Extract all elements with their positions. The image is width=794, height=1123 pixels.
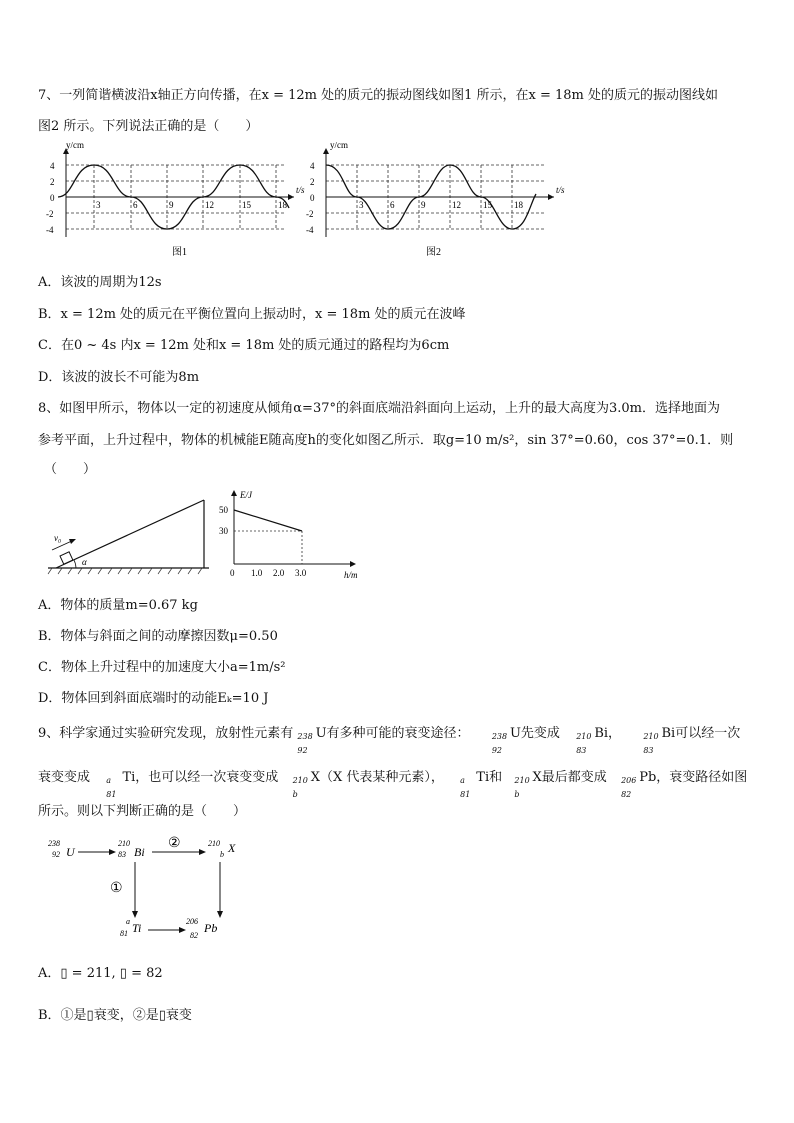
q8-option-b: B．物体与斜面之间的动摩擦因数μ=0.50 [38,629,278,644]
q7-option-d: D．该波的波长不可能为8m [38,370,200,385]
q9-u-mass: 238 [297,732,313,741]
q7-fig2-ytick-2: 2 [310,177,315,187]
q9-bi-charge: 83 [576,746,587,755]
q8-option-d: D．物体回到斜面底端时的动能Eₖ=10 J [38,691,269,706]
q7-fig1-xtick-15: 15 [242,200,251,210]
q9-ti-charge: 81 [106,790,117,799]
q7-fig2-xtick-3: 3 [359,200,364,210]
q9-x-charge-b: b [514,790,520,799]
q8-velocity-label: v₀ [54,533,62,543]
q8-graph-ylabel: E/J [240,490,252,500]
q7-fig1-xtick-6: 6 [133,200,138,210]
q7-fig1-ytick-4: 4 [50,161,55,171]
q9-diag-pb-symbol: Pb [204,921,218,935]
q8-stem-line1: 8、如图甲所示，物体以一定的初速度从倾角α=37°的斜面底端沿斜面向上运动，上升的最大高度为3.0m．选择地面为 [38,401,720,416]
q7-option-a: A．该波的周期为12s [38,275,162,290]
q7-fig1-xtick-12: 12 [205,200,214,210]
q9-x-charge: b [292,790,298,799]
q9-u-charge: 92 [297,746,308,755]
q8-graph-xlabel: h/m [344,570,358,580]
q9-bi-mass-b: 210 [643,732,659,741]
q7-fig2-xtick-12: 12 [452,200,461,210]
q8-option-a: A．物体的质量m=0.67 kg [38,598,198,613]
q7-fig1-ytick-2: 2 [50,177,55,187]
q9-stem1-c: U先变成 [509,726,560,741]
q7-fig2-xtick-15: 15 [483,200,492,210]
q7-fig2-ytick-0: 0 [310,193,315,203]
q7-option-b: B．x = 12m 处的质元在平衡位置向上振动时，x = 18m 处的质元在波峰 [38,307,466,322]
q9-ti-mass: a [106,776,112,785]
q9-stem1-d: Bi， [594,726,622,741]
q7-fig1-xtick-9: 9 [169,200,174,210]
q8-graph-xtick-2: 2.0 [273,568,285,578]
q7-fig2-xtick-6: 6 [390,200,395,210]
q7-fig2-xtick-18: 18 [514,200,523,210]
q9-diag-bi-symbol: Bi [134,845,145,859]
q9-stem1-b: U有多种可能的衰变途径： [315,726,470,741]
q8-stem-line3: （ ） [44,462,97,477]
q8-graph-xtick-3: 3.0 [295,568,307,578]
q9-u-charge-b: 92 [491,746,502,755]
q9-diag-x-charge: b [220,850,224,859]
q9-diag-u-symbol: U [66,845,75,859]
q7-stem-line2: 图2 所示。下列说法正确的是（ ） [38,119,259,134]
q8-stem-line2: 参考平面，上升过程中，物体的机械能E随高度h的变化如图乙所示．取g=10 m/s²，sin 37°=0.60，cos 37°=0.1．则 [38,433,734,448]
q9-diag-ti-charge: 81 [120,929,128,938]
q9-stem2-a: 衰变变成 [38,770,91,785]
q9-diag-bi-mass: 210 [118,839,130,848]
q7-fig2-xlabel: t/s [556,185,565,195]
q9-stem2-c: X（X 代表某种元素）， [310,770,444,785]
q9-diag-x-mass: 210 [208,839,220,848]
q7-fig2-caption: 图2 [426,247,441,258]
q8-energy-line [234,510,302,531]
q9-stem-line3: 所示。则以下判断正确的是（ ） [38,804,247,819]
q9-decay-diagram [44,826,264,948]
q7-stem-line1: 7、一列简谐横波沿x轴正方向传播，在x = 12m 处的质元的振动图线如图1 所示，在x = 18m 处的质元的振动图线如 [38,88,718,103]
q9-ti-mass-b: a [460,776,465,785]
q8-option-c: C．物体上升过程中的加速度大小a=1m/s² [38,660,286,675]
q7-fig1-xlabel: t/s [296,185,305,195]
q7-fig1-xtick-18: 18 [278,200,287,210]
q9-diag-u-mass: 238 [48,839,60,848]
q7-fig1-ytick-m4: -4 [46,225,54,235]
q8-graph-xtick-0: 0 [230,568,235,578]
q9-pb-charge: 82 [621,790,632,799]
q8-incline-figure [44,488,214,580]
q9-diag-u-charge: 92 [52,850,60,859]
q9-diag-step1: ① [110,881,123,896]
q9-ti-charge-b: 81 [460,790,471,799]
q7-figure1 [44,142,314,262]
q9-stem1-e: Bi可以经一次 [661,726,741,741]
q7-fig2-ytick-m2: -2 [306,209,314,219]
q9-option-b: B．①是▯衰变，②是▯衰变 [38,1008,192,1023]
q9-diag-pb-charge: 82 [190,931,198,940]
q9-stem-line1 [38,722,741,755]
q7-fig2-xtick-9: 9 [421,200,426,210]
q9-stem2-d: Ti和 [476,770,503,785]
q8-graph-ytick-50: 50 [219,505,228,515]
q7-fig1-ylabel: y/cm [66,142,84,150]
q8-block [60,552,73,564]
q9-diag-ti-symbol: Ti [132,921,142,935]
q9-bi-charge-b: 83 [643,746,654,755]
q9-pb-mass: 206 [621,776,637,785]
q7-fig2-ytick-4: 4 [310,161,315,171]
q7-fig1-ytick-0: 0 [50,193,55,203]
q9-diag-x-symbol: X [228,841,236,855]
q9-u-mass-b: 238 [491,732,508,741]
q7-fig1-xtick-3: 3 [96,200,101,210]
q8-graph-ytick-30: 30 [219,526,228,536]
q9-x-mass: 210 [292,776,308,785]
q7-option-c: C．在0 ~ 4s 内x = 12m 处和x = 18m 处的质元通过的路程均为6cm [38,338,450,353]
q9-diag-bi-charge: 83 [118,850,126,859]
q8-graph-xtick-1: 1.0 [251,568,263,578]
q9-option-a: A．▯ = 211, ▯ = 82 [38,966,163,981]
q7-figure2 [304,142,584,262]
q9-stem1-a: 9、科学家通过实验研究发现，放射性元素有 [38,726,294,741]
q9-stem2-f: Pb，衰变路径如图 [639,770,748,785]
q9-stem2-b: Ti，也可以经一次衰变变成 [122,770,279,785]
q9-x-mass-b: 210 [514,776,530,785]
q8-angle-label: α [82,557,87,567]
q9-diag-pb-mass: 206 [186,917,198,926]
q7-fig2-ylabel: y/cm [330,142,348,150]
q9-stem-line2 [38,766,748,799]
q9-diag-ti-mass: a [126,917,130,926]
q9-bi-mass: 210 [576,732,592,741]
q7-fig1-ytick-m2: -2 [46,209,54,219]
q8-energy-graph [214,486,374,582]
q7-fig1-caption: 图1 [172,247,187,258]
q9-stem2-e: X最后都变成 [532,770,607,785]
q9-diag-step2: ② [168,836,181,851]
q7-fig2-ytick-m4: -4 [306,225,314,235]
